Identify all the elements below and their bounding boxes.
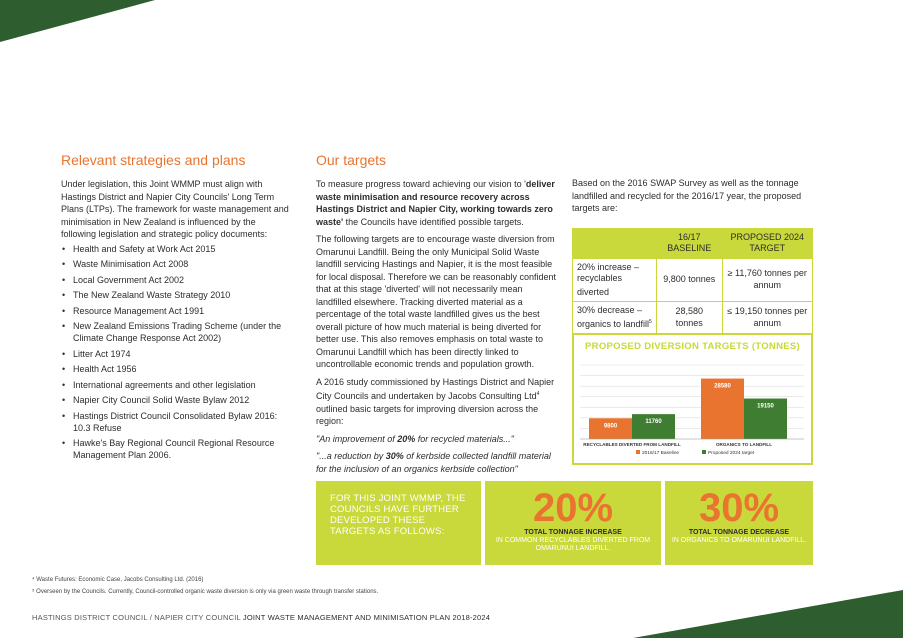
diversion-chart [572, 333, 813, 465]
table-header-baseline: 16/17 BASELINE [657, 228, 723, 258]
legend-swatch [636, 450, 640, 454]
proposed-column [572, 177, 813, 334]
list-item: • Resource Management Act 1991 [61, 305, 293, 317]
strategies-heading: Relevant strategies and plans [61, 152, 246, 168]
table-row [573, 302, 813, 334]
legend-label: 2016/17 Baseline [642, 451, 680, 456]
list-item: • Waste Minimisation Act 2008 [61, 258, 293, 270]
table-row [573, 258, 813, 302]
targets-paragraph-3: A 2016 study commissioned by Hastings District and Napier City Councils and undertaken by Jacobs Consulting Ltd$^4$ outlined basic targets for improving diversion across the region: [316, 376, 555, 426]
targets-column [316, 152, 556, 475]
table-header-row [573, 228, 813, 258]
legend-swatch [702, 450, 706, 454]
page-footer: HASTINGS DISTRICT COUNCIL / NAPIER CITY COUNCIL JOINT WASTE MANAGEMENT AND MINIMISATION PLAN 2018-2024 [32, 613, 491, 622]
data-label: 11760 [645, 419, 662, 426]
target-label: TOTAL TONNAGE DECREASE [688, 529, 790, 536]
legislation-list [61, 243, 293, 462]
list-item: • Health and Safety at Work Act 2015 [61, 243, 293, 255]
legend-label: Proposed 2024 target [708, 451, 755, 456]
target-percent-20: 20% [532, 486, 614, 530]
table-header-empty [573, 228, 657, 258]
list-item: • Hastings District Council Consolidated Bylaw 2016: 10.3 Refuse [61, 410, 293, 434]
target-percent-30: 30% [698, 486, 780, 530]
data-label: 19150 [757, 403, 774, 410]
footnote-5: ⁵ Overseen by the Councils. Currently, Council-controlled organic waste diversion is only via green waste through transfer stations. [32, 589, 379, 595]
data-label: 9800 [603, 423, 618, 430]
bar [632, 414, 675, 439]
row-baseline: 28,580 tonnes [657, 302, 723, 334]
targets-paragraph-1: To measure progress toward achieving our vision to 'deliver waste minimisation and resource recovery across Hastings District and Napier City, working towards zero waste' the Councils have identified possible targets. [316, 179, 555, 227]
strategies-column [61, 152, 293, 465]
list-item: • The New Zealand Waste Strategy 2010 [61, 289, 293, 301]
quote-recycled: "An improvement of 20% for recycled materials..." [316, 433, 514, 444]
list-item: • Health Act 1956 [61, 363, 293, 375]
quote-kerbside: "...a reduction by 30% of kerbside collected landfill material for the inclusion of an organics kerbside collection" [316, 451, 551, 474]
targets-paragraph-2: The following targets are to encourage waste diversion from Omarunui Landfill. Being the only Municipal Solid Waste landfill servicing Hastings and Napier, it is the most feasible for local disposal. Therefore we can be reasonably confident that at this stage 'diverted' will not necessarily mean landfilled elsewhere. Tracking diverted material as a percentage of the total waste landfilled gives us the best overall picture of how much material is being diverted for better use. This also removes emphasis on total waste to Omarunui Landfill which has been directly linked to uncontrollable economic trends and population growth. [316, 234, 556, 369]
row-baseline: 9,800 tonnes [657, 258, 723, 302]
list-item: • Litter Act 1974 [61, 348, 293, 360]
table-header-target: PROPOSED 2024 TARGET [722, 228, 812, 258]
chart-title: PROPOSED DIVERSION TARGETS (TONNES) [585, 341, 800, 352]
row-label: 20% increase – recyclables diverted [573, 258, 657, 302]
target-description: IN ORGANICS TO OMARUNUI LANDFILL. [671, 537, 807, 544]
list-item: • Hawke's Bay Regional Council Regional Resource Management Plan 2006. [61, 437, 293, 461]
row-target: ≥ 11,760 tonnes per annum [722, 258, 812, 302]
list-item: • International agreements and other legislation [61, 379, 293, 391]
corner-decoration-bottom [633, 590, 903, 638]
target-description: IN COMMON RECYCLABLES DIVERTED FROM OMARUNUI LANDFILL. [495, 537, 651, 552]
category-label: ORGANICS TO LANDFILL [715, 442, 773, 447]
list-item: • New Zealand Emissions Trading Scheme (under the Climate Change Response Act 2002) [61, 320, 293, 344]
footnote-4: ⁴ Waste Futures: Economic Case, Jacobs Consulting Ltd. (2016) [32, 577, 204, 583]
chart-canvas [574, 335, 811, 463]
data-label: 28580 [714, 383, 731, 390]
category-label: RECYCLABLES DIVERTED FROM LANDFILL [583, 442, 681, 447]
row-target: ≤ 19,150 tonnes per annum [722, 302, 812, 334]
target-box-organics [665, 481, 813, 565]
targets-heading: Our targets [316, 152, 387, 168]
list-item: • Local Government Act 2002 [61, 274, 293, 286]
corner-decoration-top [0, 0, 155, 42]
target-box-recycling [485, 481, 661, 565]
proposed-intro: Based on the 2016 SWAP Survey as well as the tonnage landfilled and recycled for the 2016/17 year, the proposed targets are: [572, 178, 802, 213]
target-label: TOTAL TONNAGE INCREASE [524, 529, 622, 536]
band-text: FOR THIS JOINT WMMP, THE COUNCILS HAVE FURTHER DEVELOPED THESE TARGETS AS FOLLOWS: [330, 493, 466, 537]
list-item: • Napier City Council Solid Waste Bylaw 2012 [61, 394, 293, 406]
targets-table [572, 228, 813, 335]
targets-band-intro [316, 481, 481, 565]
strategies-intro: Under legislation, this Joint WMMP must align with Hastings District and Napier City Councils' Long Term Plans (LTPs). The framework for waste management and minimisation in New Zealand is influenced by the following legislation and strategic policy documents: [61, 179, 289, 239]
row-label: 30% decrease – organics to landfill$^5$ [573, 302, 657, 334]
